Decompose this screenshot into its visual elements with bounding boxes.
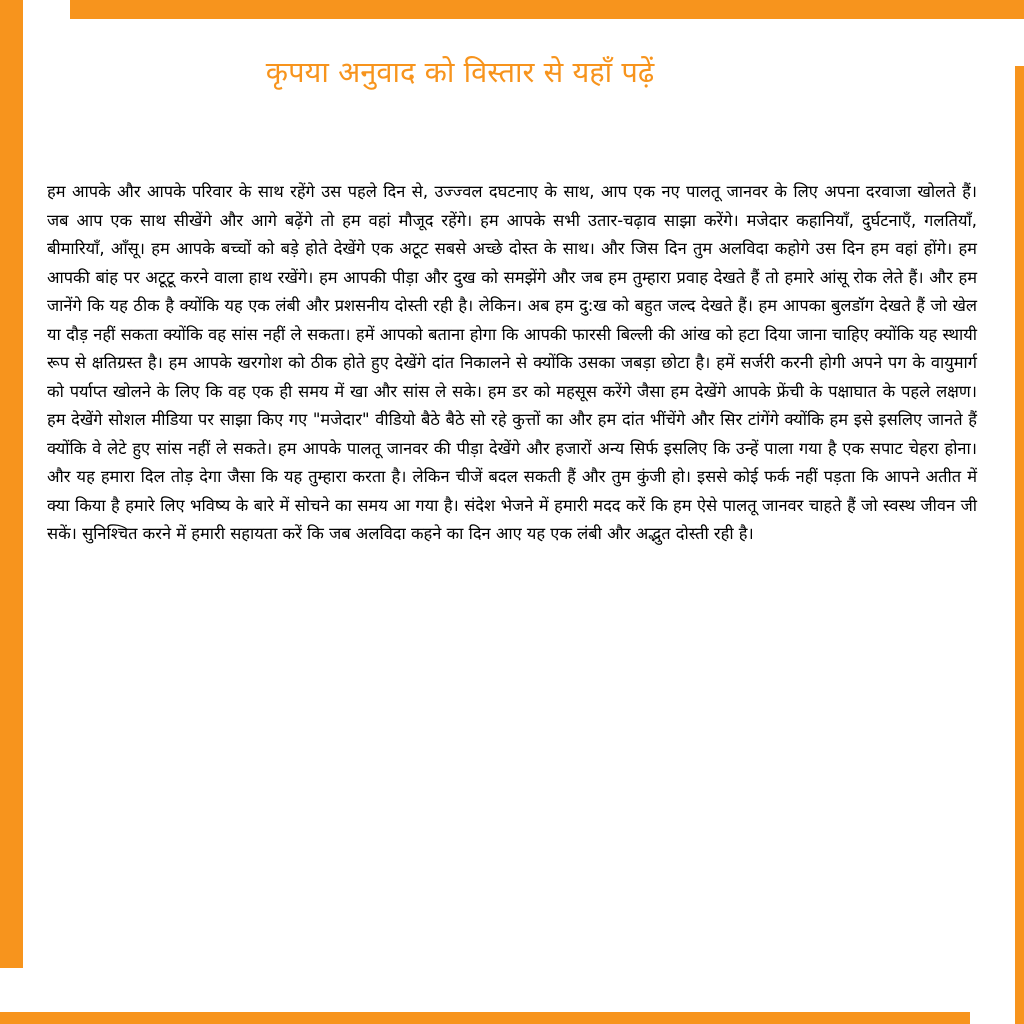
top-accent-bar [70, 0, 1024, 19]
bottom-accent-bar [0, 1012, 970, 1024]
article-body: हम आपके और आपके परिवार के साथ रहेंगे उस पहले दिन से, उज्ज्वल दघटनाए के साथ, आप एक नए पालतू जानवर के लिए अपना दरवाजा खोलते हैं। जब आप एक साथ सीखेंगे और आगे बढ़ेंगे तो हम वहां मौजूद रहेंगे। हम आपके सभी उतार-चढ़ाव साझा करेंगे। मजेदार कहानियाँ, दुर्घटनाएँ, गलतियाँ, बीमारियाँ, आँसू। हम आपके बच्चों को बड़े होते देखेंगे एक अटूट सबसे अच्छे दोस्त के साथ। और जिस दिन तुम अलविदा कहोगे उस दिन हम वहां होंगे। हम आपकी बांह पर अटूटू करने वाला हाथ रखेंगे। हम आपकी पीड़ा और दुख को समझेंगे और जब हम तुम्हारा प्रवाह देखते हैं तो हमारे आंसू रोक लेते हैं। और हम जानेंगे कि यह ठीक है क्योंकि यह एक लंबी और प्रशसनीय दोस्ती रही है। लेकिन। अब हम दु:ख को बहुत जल्द देखते हैं। हम आपका बुलडॉग देखते हैं जो खेल या दौड़ नहीं सकता क्योंकि वह सांस नहीं ले सकता। हमें आपको बताना होगा कि आपकी फारसी बिल्ली की आंख को हटा दिया जाना चाहिए क्योंकि यह स्थायी रूप से क्षतिग्रस्त है। हम आपके खरगोश को ठीक होते हुए देखेंगे दांत निकालने से क्योंकि उसका जबड़ा छोटा है। हमें सर्जरी करनी होगी अपने पग के वायुमार्ग को पर्याप्त खोलने के लिए कि वह एक ही समय में खा और सांस ले सके। हम डर को महसूस करेंगे जैसा हम देखेंगे आपके फ्रेंची के पक्षाघात के पहले लक्षण। हम देखेंगे सोशल मीडिया पर साझा किए गए "मजेदार" वीडियो बैठे बैठे सो रहे कुत्तों का और हम दांत भींचेंगे और सिर टांगेंगे क्योंकि हम इसे इसलिए जानते हैं क्योंकि वे लेटे हुए सांस नहीं ले सकते। हम आपके पालतू जानवर की पीड़ा देखेंगे और हजारों अन्य सिर्फ इसलिए कि उन्हें पाला गया है एक सपाट चेहरा होना। और यह हमारा दिल तोड़ देगा जैसा कि यह तुम्हारा करता है। लेकिन चीजें बदल सकती हैं और तुम कुंजी हो। इससे कोई फर्क नहीं पड़ता कि आपने अतीत में क्या किया है हमारे लिए भविष्य के बारे में सोचने का समय आ गया है। संदेश भेजने में हमारी मदद करें कि हम ऐसे पालतू जानवर चाहते हैं जो स्वस्थ जीवन जी सकें। सुनिश्चित करने में हमारी सहायता करें कि जब अलविदा कहने का दिन आए यह एक लंबी और अद्भुत दोस्ती रही है। [47, 182, 993, 543]
page-title: कृपया अनुवाद को विस्तार से यहाँ पढ़ें [265, 55, 655, 89]
left-accent-bar [0, 0, 23, 968]
right-accent-bar [1015, 66, 1024, 1024]
